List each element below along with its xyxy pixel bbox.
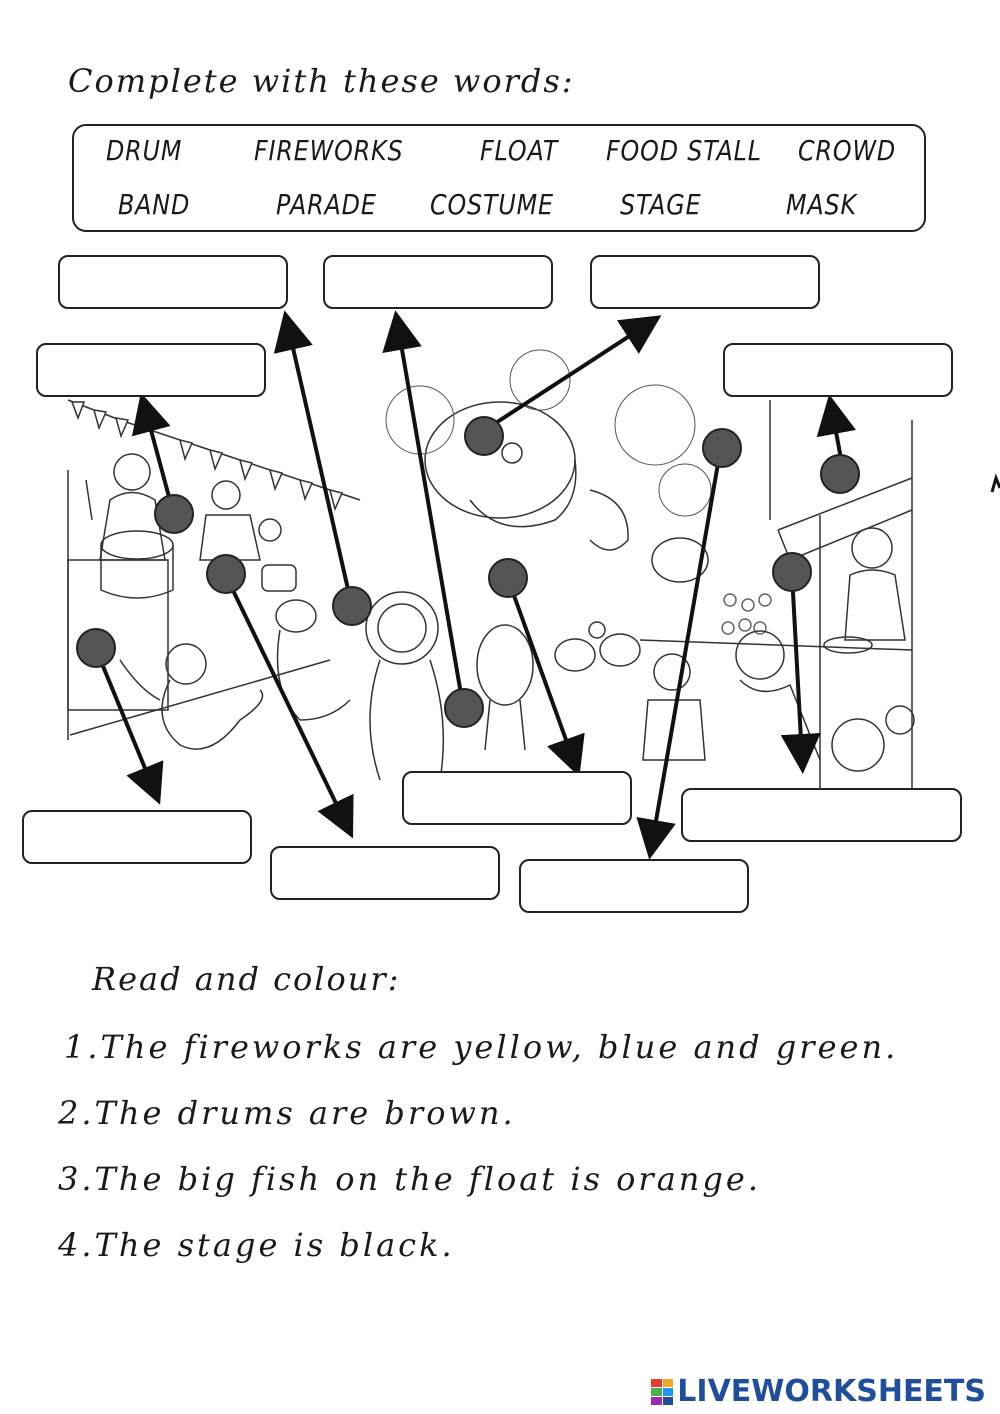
word-crowd: CROWD (798, 134, 897, 167)
answer-box-7[interactable] (270, 846, 500, 900)
sentence-4: 4.The stage is black. (58, 1226, 455, 1264)
marker-dot (772, 552, 812, 592)
answer-box-4[interactable] (36, 343, 266, 397)
answer-input[interactable] (683, 790, 964, 842)
marker-dot (464, 416, 504, 456)
sentence-1: 1.The fireworks are yellow, blue and green. (64, 1028, 899, 1066)
answer-box-5[interactable] (723, 343, 953, 397)
word-fireworks: FIREWORKS (254, 134, 404, 167)
arrow-float (398, 326, 462, 700)
word-food-stall: FOOD STALL (606, 134, 762, 167)
answer-box-3[interactable] (590, 255, 820, 309)
marker-dot (820, 454, 860, 494)
word-costume: COSTUME (430, 188, 554, 221)
arrow-drum (228, 580, 346, 824)
arrow-band (145, 408, 172, 508)
sentence-3: 3.The big fish on the float is orange. (58, 1160, 761, 1198)
arrow-crow (98, 654, 154, 790)
word-float: FLOAT (480, 134, 559, 167)
answer-input[interactable] (404, 773, 634, 825)
answer-box-1[interactable] (58, 255, 288, 309)
answer-input[interactable] (592, 257, 822, 309)
word-mask: MASK (786, 188, 857, 221)
answer-input[interactable] (38, 345, 268, 397)
word-stage: STAGE (620, 188, 702, 221)
arrow-parade (288, 326, 350, 598)
marker-dot (206, 554, 246, 594)
brand-name: LIVEWORKSHEETS (677, 1374, 986, 1409)
marker-dot (154, 494, 194, 534)
liveworksheets-icon (651, 1379, 673, 1405)
word-parade: PARADE (276, 188, 377, 221)
marker-dot (332, 586, 372, 626)
marker-dot (702, 428, 742, 468)
liveworksheets-logo (651, 1374, 986, 1409)
answer-box-9[interactable] (519, 859, 749, 913)
answer-box-2[interactable] (323, 255, 553, 309)
instruction-complete: Complete with these words: (68, 62, 575, 100)
answer-input[interactable] (272, 848, 502, 900)
instruction-read: Read and colour: (92, 960, 401, 998)
answer-box-8[interactable] (402, 771, 632, 825)
arrow-food-stall (792, 574, 802, 758)
answer-input[interactable] (521, 861, 751, 913)
marker-dot (76, 628, 116, 668)
marker-dot (444, 688, 484, 728)
answer-input[interactable] (325, 257, 555, 309)
arrow-mask (652, 452, 720, 844)
answer-input[interactable] (725, 345, 955, 397)
word-drum: DRUM (106, 134, 183, 167)
answer-box-10[interactable] (681, 788, 962, 842)
answer-input[interactable] (60, 257, 290, 309)
arrow-costume (512, 590, 574, 762)
word-band: BAND (118, 188, 191, 221)
arrow-fireworks (488, 324, 648, 428)
sentence-2: 2.The drums are brown. (58, 1094, 516, 1132)
answer-input[interactable] (24, 812, 254, 864)
answer-box-6[interactable] (22, 810, 252, 864)
marker-dot (488, 558, 528, 598)
